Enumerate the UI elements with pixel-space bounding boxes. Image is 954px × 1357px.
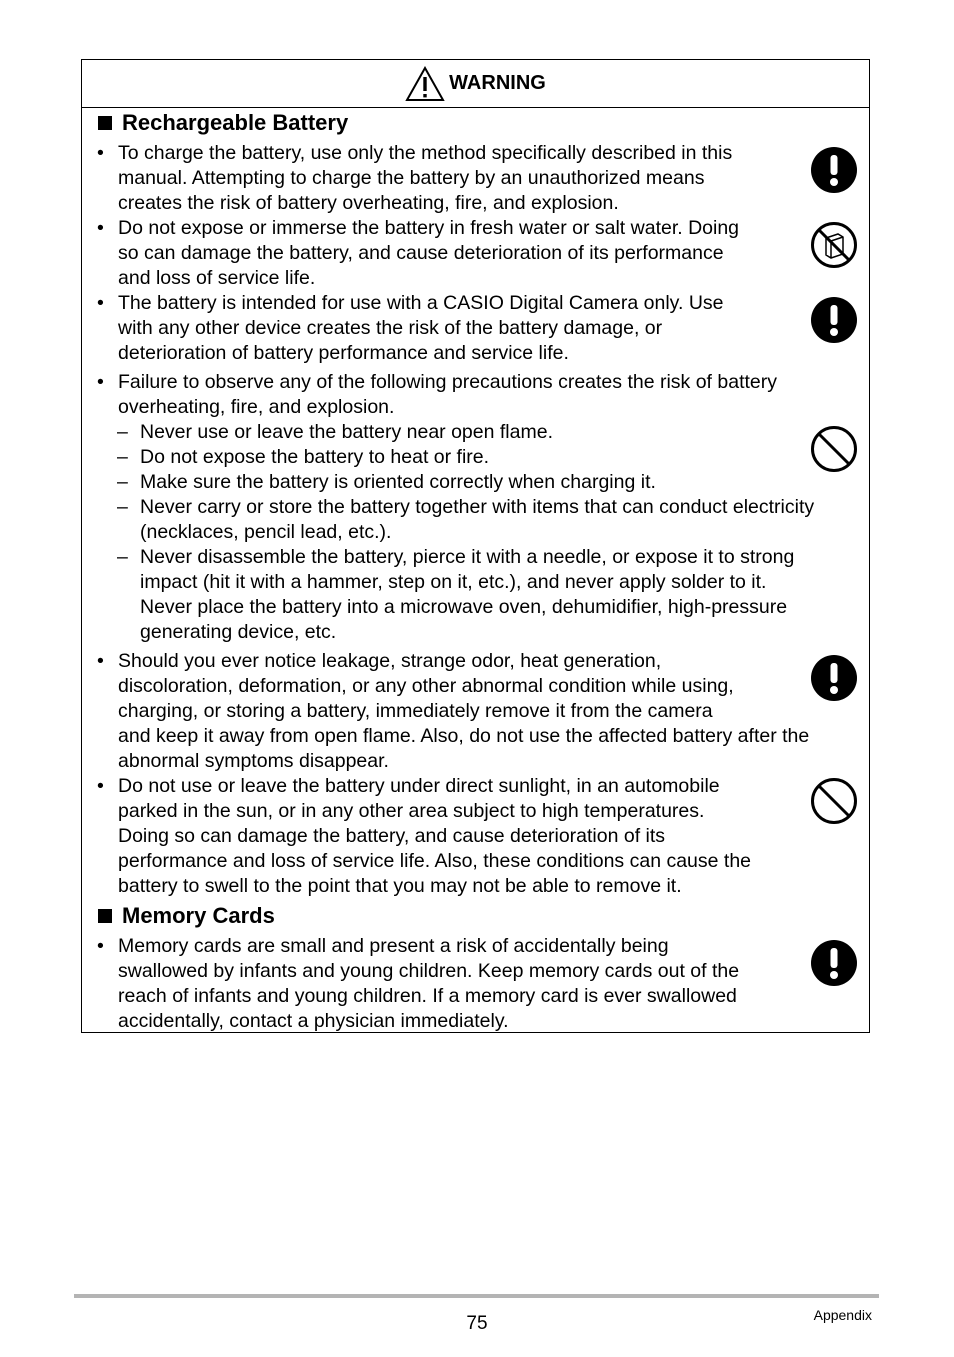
prohibited-icon bbox=[810, 425, 858, 473]
list-item: • Do not use or leave the battery under direct sunlight, in an automobile parked in the sun, or in any other area subject to high temperatures. Doing so can damage the battery, and cause deterioration of its performance and loss of service life. Also, these conditions can cause the battery to swell to the point that you may not be able to remove it. bbox=[97, 775, 752, 897]
list-item: • To charge the battery, use only the method specifically described in this manual. Attempting to charge the battery by an unauthorized means creates the risk of battery overheating, fire, and explosion. bbox=[97, 142, 733, 214]
warning-title: WARNING bbox=[449, 72, 546, 94]
warning-header bbox=[82, 60, 869, 108]
mandatory-action-icon bbox=[810, 146, 858, 194]
sub-list-item: – Do not expose the battery to heat or fire. bbox=[117, 446, 490, 468]
mandatory-action-icon bbox=[810, 296, 858, 344]
list-item: • Do not expose or immerse the battery in fresh water or salt water. Doing so can damage the battery, and cause deterioration of its performance and loss of service life. bbox=[97, 217, 740, 289]
list-item: • The battery is intended for use with a CASIO Digital Camera only. Use with any other device creates the risk of the battery damage, or deterioration of battery performance and service life. bbox=[97, 292, 724, 364]
sub-list-item: – Never disassemble the battery, pierce it with a needle, or expose it to strong impact (hit it with a hammer, step on it, etc.), and never apply solder to it. Never place the battery into a microwave oven, dehumidifier, high-pressure generating device, etc. bbox=[117, 546, 795, 643]
sub-list-item: – Never use or leave the battery near open flame. bbox=[117, 421, 553, 443]
footer-divider bbox=[74, 1294, 879, 1298]
sub-list-item: – Never carry or store the battery together with items that can conduct electricity (necklaces, pencil lead, etc.). bbox=[117, 496, 815, 543]
warning-triangle-icon bbox=[405, 66, 445, 102]
list-item: • Failure to observe any of the following precautions creates the risk of battery overheating, fire, and explosion. bbox=[97, 371, 778, 418]
warning-box bbox=[81, 59, 870, 1033]
list-item: • Memory cards are small and present a risk of accidentally being swallowed by infants and young children. Keep memory cards out of the reach of infants and young children. If a memory card is ever swallowed accidentally, contact a physician immediately. bbox=[97, 935, 740, 1032]
no-water-icon bbox=[810, 221, 858, 269]
sub-list-item: – Make sure the battery is oriented correctly when charging it. bbox=[117, 471, 656, 493]
page-number: 75 bbox=[466, 1313, 488, 1334]
section-label: Appendix bbox=[813, 1307, 872, 1323]
section-heading-memory: Memory Cards bbox=[98, 903, 275, 929]
list-item: • Should you ever notice leakage, strange odor, heat generation, discoloration, deformation, or any other abnormal condition while using, charging, or storing a battery, immediately remove it from the camera and keep it away from open flame. Also, do not use the affected battery after the abnormal symptoms disappear. bbox=[97, 650, 810, 772]
section-heading-battery: Rechargeable Battery bbox=[98, 110, 348, 136]
mandatory-action-icon bbox=[810, 654, 858, 702]
mandatory-action-icon bbox=[810, 939, 858, 987]
section-square-icon bbox=[98, 909, 112, 923]
section-square-icon bbox=[98, 116, 112, 130]
prohibited-icon bbox=[810, 777, 858, 825]
